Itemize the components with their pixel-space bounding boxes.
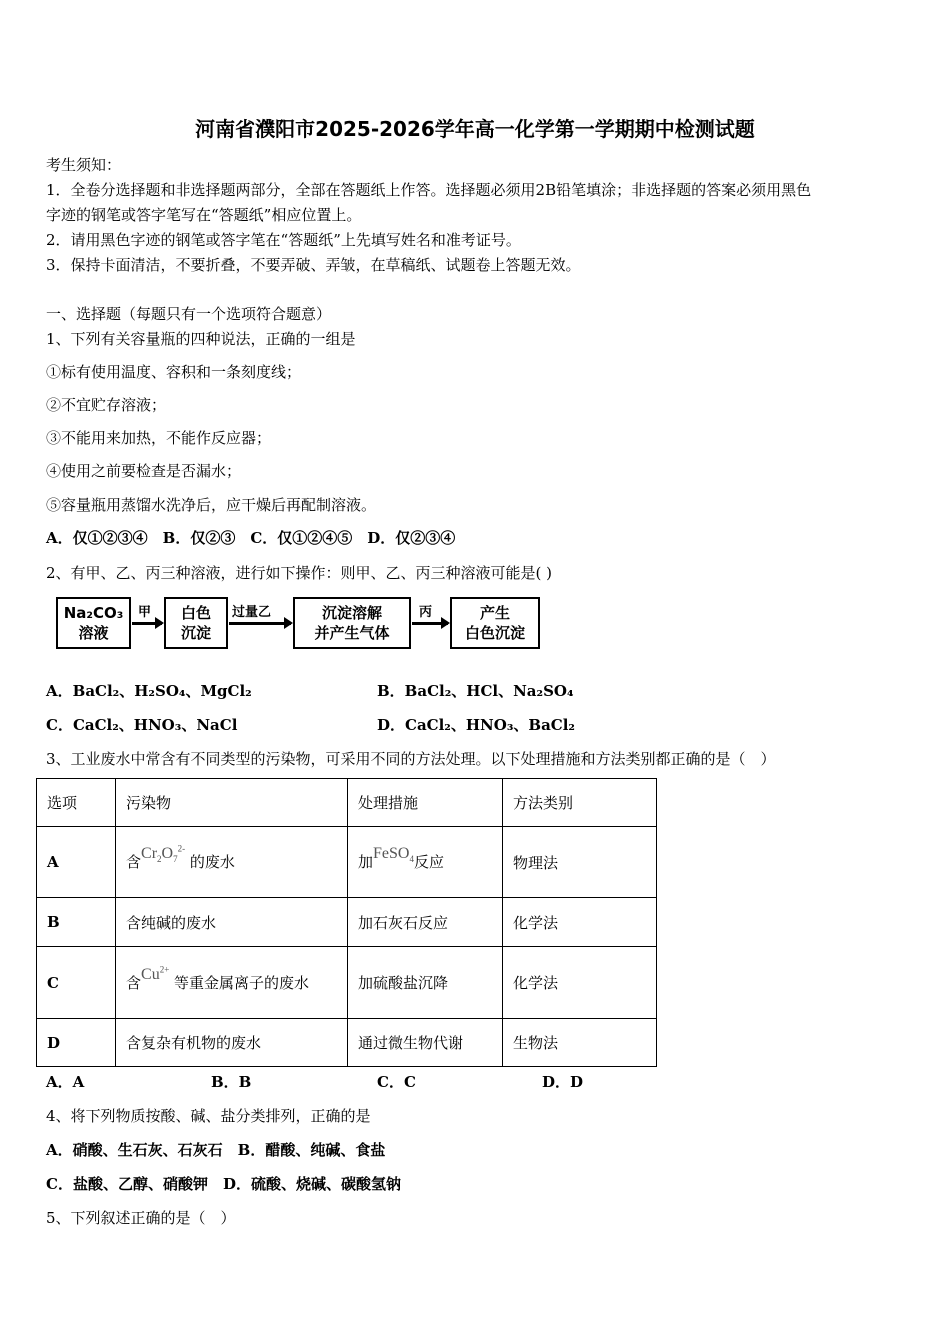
page-title: 河南省濮阳市2025-2026学年高一化学第一学期期中检测试题 [195, 117, 755, 141]
q3-option-b: B．B [211, 1073, 252, 1091]
table-cell-measure: 加硫酸盐沉降 [348, 947, 503, 1019]
q2-option-d: D．CaCl₂、HNO₃、BaCl₂ [377, 716, 575, 734]
table-cell-option: C [37, 947, 116, 1019]
flow-label-excess-yi: 过量乙 [232, 605, 272, 620]
q1-statement-1: ①标有使用温度、容积和一条刻度线； [46, 363, 302, 381]
q2-option-c: C．CaCl₂、HNO₃、NaCl [46, 716, 238, 734]
flow-box-white-precipitate: 白色 沉淀 [164, 597, 228, 649]
notice-item-3: 3．保持卡面清洁，不要折叠，不要弄破、弄皱，在草稿纸、试题卷上答题无效。 [46, 256, 581, 274]
q3-stem: 3、工业废水中常含有不同类型的污染物，可采用不同的方法处理。以下处理措施和方法类别都正确的是（ ） [46, 750, 776, 768]
q4-options-cd: C．盐酸、乙醇、硝酸钾 D．硫酸、烧碱、碳酸氢钠 [46, 1175, 401, 1193]
q1-statement-5: ⑤容量瓶用蒸馏水洗净后，应干燥后再配制溶液。 [46, 496, 377, 514]
table-cell-option: B [37, 898, 116, 947]
table-cell-measure: 加石灰石反应 [348, 898, 503, 947]
flow-box-produce-precipitate: 产生 白色沉淀 [450, 597, 540, 649]
table-header: 处理措施 [348, 779, 503, 827]
notice-item-1: 1．全卷分选择题和非选择题两部分，全部在答题纸上作答。选择题必须用2B铅笔填涂；非选择题的答案必须用黑色 [46, 181, 812, 199]
table-row [37, 1019, 657, 1067]
table-cell-option: A [37, 827, 116, 898]
q2-option-a: A．BaCl₂、H₂SO₄、MgCl₂ [46, 682, 252, 700]
q3-option-c: C．C [377, 1073, 416, 1091]
table-cell-measure: 通过微生物代谢 [348, 1019, 503, 1067]
table-cell-category: 化学法 [503, 947, 657, 1019]
flow-label-bing: 丙 [419, 605, 433, 620]
formula-cu2plus: $Cu^{2+}$ [141, 964, 170, 983]
q1-stem: 1、下列有关容量瓶的四种说法，正确的一组是 [46, 330, 356, 348]
formula-feso4: FeSO$_4$ [373, 844, 414, 865]
flow-arrow-2 [229, 622, 291, 625]
table-header: 污染物 [116, 779, 348, 827]
q1-statement-3: ③不能用来加热，不能作反应器； [46, 429, 272, 447]
table-cell-category: 生物法 [503, 1019, 657, 1067]
table-header-row [37, 779, 657, 827]
q1-statement-2: ②不宜贮存溶液； [46, 396, 167, 414]
flow-box-dissolve-gas: 沉淀溶解 并产生气体 [293, 597, 411, 649]
q5-stem: 5、下列叙述正确的是（ ） [46, 1209, 236, 1227]
q4-options-ab: A．硝酸、生石灰、石灰石 B．醋酸、纯碱、食盐 [46, 1141, 386, 1159]
table-header: 选项 [37, 779, 116, 827]
table-row [37, 947, 657, 1019]
table-cell-category: 化学法 [503, 898, 657, 947]
q2-option-b: B．BaCl₂、HCl、Na₂SO₄ [377, 682, 574, 700]
notice-item-2: 2．请用黑色字迹的钢笔或答字笔在“答题纸”上先填写姓名和准考证号。 [46, 231, 521, 249]
section-heading: 一、选择题（每题只有一个选项符合题意） [46, 305, 332, 323]
notice-item-1-cont: 字迹的钢笔或答字笔写在“答题纸”相应位置上。 [46, 206, 362, 224]
table-cell-pollutant: 含$Cr_2O_7^{2-}$ 的废水 [116, 827, 348, 898]
formula-cr2o7: $Cr_2O_7^{2-}$ [141, 843, 186, 865]
table-row [37, 898, 657, 947]
flow-arrow-1 [132, 622, 162, 625]
table-row [37, 827, 657, 898]
flow-box-na2co3: Na₂CO₃ 溶液 [56, 597, 131, 649]
table-cell-pollutant: 含复杂有机物的废水 [116, 1019, 348, 1067]
table-header: 方法类别 [503, 779, 657, 827]
flow-label-jia: 甲 [138, 605, 152, 620]
table-cell-measure: 加FeSO$_4$反应 [348, 827, 503, 898]
flow-arrow-3 [412, 622, 448, 625]
table-cell-option: D [37, 1019, 116, 1067]
table-cell-pollutant: 含$Cu^{2+}$ 等重金属离子的废水 [116, 947, 348, 1019]
q1-options: A．仅①②③④ B．仅②③ C．仅①②④⑤ D．仅②③④ [46, 529, 456, 547]
q3-table [36, 778, 657, 1067]
q1-statement-4: ④使用之前要检查是否漏水； [46, 462, 242, 480]
q2-stem: 2、有甲、乙、丙三种溶液，进行如下操作：则甲、乙、丙三种溶液可能是( ) [46, 564, 553, 582]
q2-flowchart [56, 595, 544, 655]
q3-option-d: D．D [542, 1073, 584, 1091]
q3-option-a: A．A [46, 1073, 85, 1091]
table-cell-category: 物理法 [503, 827, 657, 898]
notice-heading: 考生须知： [46, 156, 122, 174]
table-cell-pollutant: 含纯碱的废水 [116, 898, 348, 947]
q4-stem: 4、将下列物质按酸、碱、盐分类排列，正确的是 [46, 1107, 371, 1125]
